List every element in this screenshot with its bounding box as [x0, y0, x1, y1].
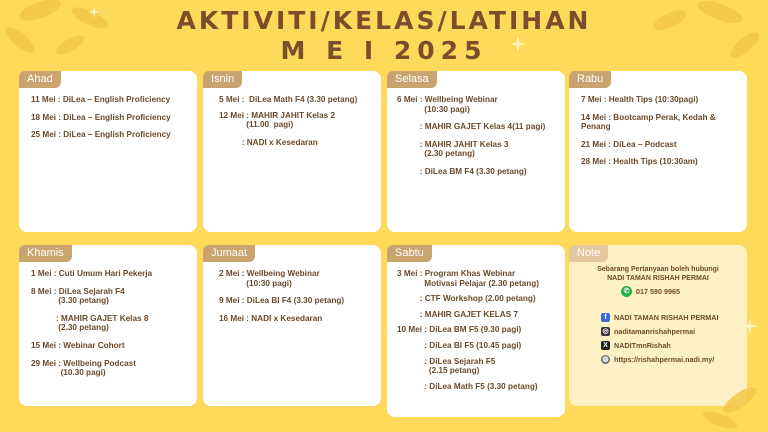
list-item: : MAHIR GAJET KELAS 7 — [397, 309, 519, 319]
tag-khamis: Khamis — [19, 245, 72, 262]
list-item: 9 Mei : DiLea BI F4 (3.30 petang) — [219, 296, 345, 306]
list-item: : MAHIR JAHIT Kelas 3 (2.30 petang) — [419, 139, 509, 159]
x-icon: X — [601, 341, 610, 350]
list-item: 7 Mei : Health Tips (10:30pagi) — [581, 95, 699, 104]
list-item: 11 Mei : DiLea – English Proficiency — [31, 95, 171, 104]
list-item: 14 Mei : Bootcamp Perak, Kedah & Penang — [581, 112, 716, 132]
whatsapp-icon: ✆ — [621, 286, 632, 297]
card-ahad — [19, 71, 197, 232]
x-handle: NADITmnRishah — [614, 341, 671, 350]
phone-row[interactable] — [621, 286, 680, 297]
list-item: : MAHIR GAJET Kelas 4(11 pagi) — [397, 122, 546, 132]
list-item: : DiLea BI F5 (10.45 pagi) — [397, 340, 522, 350]
card-selasa — [387, 71, 565, 232]
list-item: 8 Mei : DiLea Sejarah F4 (3.30 petang) — [31, 286, 125, 306]
website-link[interactable]: https://rishahpermai.nadi.my/ — [614, 355, 715, 364]
card-jumaat — [203, 245, 381, 406]
phone-number: 017 590 9965 — [636, 287, 680, 296]
card-sabtu — [387, 245, 565, 417]
facebook-name: NADI TAMAN RISHAH PERMAI — [614, 313, 719, 322]
list-item: 3 Mei : Program Khas Webinar Motivasi Pelajar (2.30 petang) — [397, 269, 539, 288]
facebook-icon: f — [601, 313, 610, 322]
list-item: 15 Mei : Webinar Cohort — [31, 340, 125, 350]
list-item: 16 Mei : NADI x Kesedaran — [219, 313, 323, 323]
tag-ahad: Ahad — [19, 71, 61, 88]
card-khamis — [19, 245, 197, 406]
tag-note: Note — [569, 245, 608, 262]
tag-selasa: Selasa — [387, 71, 437, 88]
list-item: : MAHIR GAJET Kelas 8 (2.30 petang) — [56, 313, 149, 333]
list-item: 25 Mei : DiLea – English Proficiency — [31, 130, 171, 140]
title-line-2: M E I 2025 — [280, 36, 488, 65]
tag-sabtu: Sabtu — [387, 245, 432, 262]
list-item: 29 Mei : Wellbeing Podcast (10.30 pagi) — [31, 358, 136, 378]
list-item: : DiLea Math F5 (3.30 petang) — [397, 381, 538, 391]
note-heading: Sebarang Pertanyaan boleh hubungi NADI TAMAN RISHAH PERMAI — [597, 266, 719, 282]
list-item: : CTF Workshop (2.00 petang) — [397, 294, 536, 304]
list-item: 5 Mei : DiLea Math F4 (3.30 petang) — [219, 95, 358, 104]
card-isnin — [203, 71, 381, 232]
list-item: 2 Mei : Wellbeing Webinar (10:30 pagi) — [219, 269, 320, 288]
list-item: : NADI x Kesedaran — [219, 137, 318, 147]
list-item: 21 Mei : DiLea – Podcast — [581, 139, 677, 149]
instagram-handle: naditamanrishahpermai — [614, 327, 696, 336]
list-item: 12 Mei : MAHIR JAHIT Kelas 2 (11.00 pagi) — [219, 110, 336, 130]
list-item: 18 Mei : DiLea – English Proficiency — [31, 112, 171, 122]
tag-isnin: Isnin — [203, 71, 242, 88]
list-item: : DiLea BM F4 (3.30 petang) — [397, 166, 527, 176]
globe-icon: ◍ — [602, 356, 609, 363]
list-item: 1 Mei : Cuti Umum Hari Pekerja — [31, 269, 153, 278]
list-item: 6 Mei : Wellbeing Webinar (10:30 pagi) — [397, 95, 498, 114]
facebook-row[interactable] — [601, 313, 718, 322]
list-item: 10 Mei : DiLea BM F5 (9.30 pagi) — [397, 325, 522, 335]
website-row[interactable] — [601, 355, 714, 364]
list-item: : DiLea Sejarah F5 (2.15 petang) — [424, 356, 496, 376]
card-rabu — [569, 71, 747, 232]
instagram-row[interactable] — [601, 327, 695, 336]
card-note — [569, 245, 747, 406]
x-row[interactable] — [601, 341, 671, 350]
page-title — [0, 6, 768, 66]
tag-jumaat: Jumaat — [203, 245, 255, 262]
tag-rabu: Rabu — [569, 71, 611, 88]
title-line-1: AKTIVITI/KELAS/LATIHAN — [176, 6, 592, 35]
instagram-icon: ◎ — [602, 328, 609, 335]
list-item: 28 Mei : Health Tips (10:30am) — [581, 157, 698, 167]
